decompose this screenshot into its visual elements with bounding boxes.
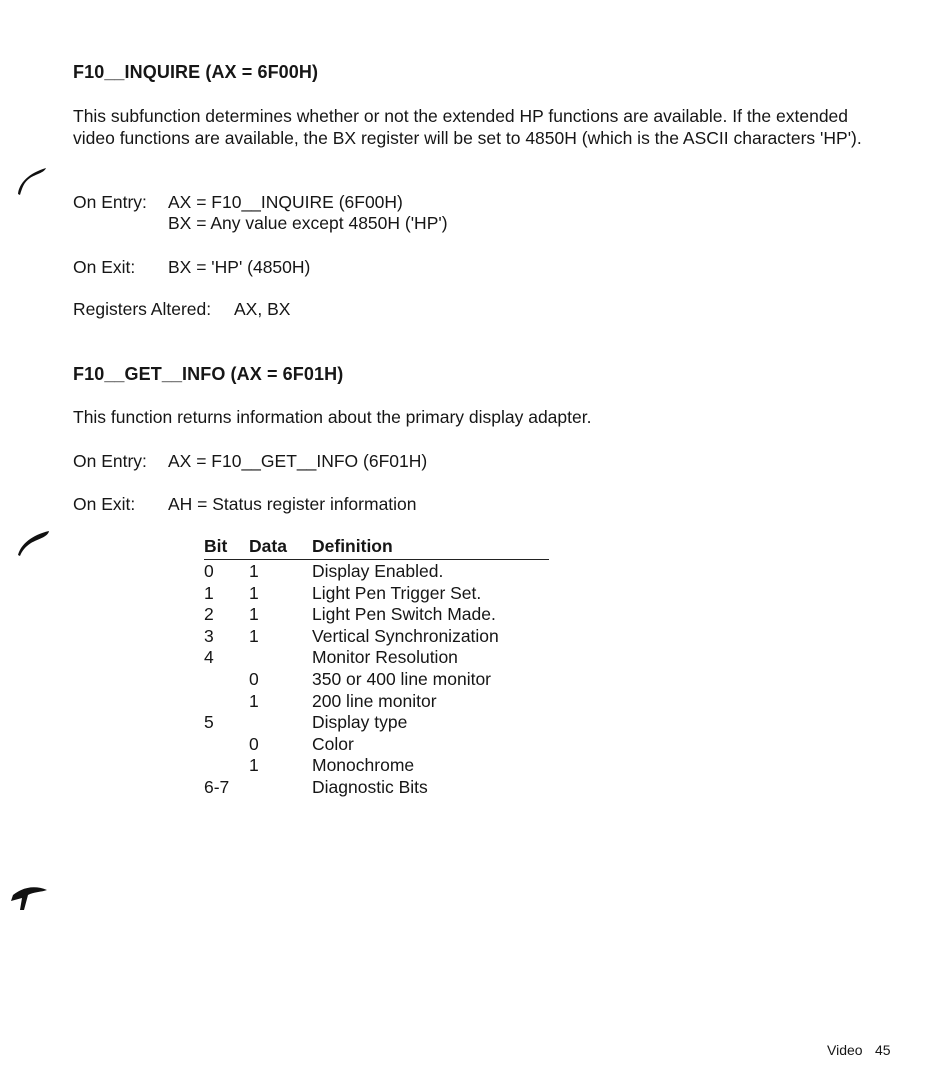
table-row <box>204 754 549 776</box>
on-entry-line: AX = F10__INQUIRE (6F00H) <box>168 192 403 212</box>
cell-definition: Monitor Resolution <box>312 647 458 668</box>
on-entry-line: AX = F10__GET__INFO (6F01H) <box>168 451 428 471</box>
registers-altered-value: AX, BX <box>234 299 291 319</box>
cell-definition: Monochrome <box>312 755 415 776</box>
cell-bit: 5 <box>204 712 214 733</box>
cell-data: 1 <box>249 604 259 625</box>
cell-data: 1 <box>249 755 259 776</box>
table-row <box>204 625 549 647</box>
section-heading-get-info: F10__GET__INFO (AX = 6F01H) <box>73 364 344 384</box>
section-description-inquire: This subfunction determines whether or not the extended HP functions are available. If the extended video functions are available, the BX register will be set to 4850H (which is the ASCII characters 'HP'). <box>73 106 862 148</box>
registers-altered-label: Registers Altered: <box>73 299 212 319</box>
on-exit-label: On Exit: <box>73 257 136 277</box>
cell-definition: Diagnostic Bits <box>312 776 428 797</box>
section-description-get-info: This function returns information about the primary display adapter. <box>73 407 592 427</box>
margin-mark-icon <box>14 164 48 198</box>
footer-section-name: Video <box>827 1042 863 1058</box>
cell-data: 1 <box>249 690 259 711</box>
footer-page-number: 45 <box>875 1042 891 1058</box>
table-row <box>204 776 549 798</box>
on-exit-label: On Exit: <box>73 494 136 514</box>
cell-bit: 0 <box>204 561 214 581</box>
margin-mark-icon <box>15 528 51 558</box>
cell-definition: 200 line monitor <box>312 690 437 711</box>
cell-bit: 6-7 <box>204 776 230 797</box>
header-bit: Bit <box>204 536 228 556</box>
section-heading-inquire: F10__INQUIRE (AX = 6F00H) <box>73 62 319 82</box>
status-register-table <box>204 534 549 798</box>
cell-bit: 4 <box>204 647 214 668</box>
cell-data: 0 <box>249 733 259 754</box>
cell-data: 1 <box>249 561 259 581</box>
table-row <box>204 646 549 668</box>
cell-bit: 1 <box>204 582 214 603</box>
cell-data: 0 <box>249 668 259 689</box>
on-exit-line: BX = 'HP' (4850H) <box>168 257 311 277</box>
cell-definition: Color <box>312 733 354 754</box>
cell-definition: Light Pen Switch Made. <box>312 604 496 625</box>
header-definition: Definition <box>312 536 393 556</box>
on-entry-label: On Entry: <box>73 451 147 471</box>
table-row <box>204 733 549 755</box>
cell-definition: 350 or 400 line monitor <box>312 668 491 689</box>
table-row <box>204 668 549 690</box>
on-entry-label: On Entry: <box>73 192 147 212</box>
margin-mark-icon <box>9 885 49 913</box>
table-row <box>204 560 549 582</box>
header-data: Data <box>249 536 287 556</box>
on-exit-line: AH = Status register information <box>168 494 417 514</box>
cell-bit: 2 <box>204 604 214 625</box>
cell-definition: Vertical Synchronization <box>312 625 499 646</box>
table-row <box>204 690 549 712</box>
cell-definition: Light Pen Trigger Set. <box>312 582 482 603</box>
cell-data: 1 <box>249 582 259 603</box>
table-row <box>204 603 549 625</box>
table-header <box>204 534 549 560</box>
cell-data: 1 <box>249 625 259 646</box>
table-row <box>204 711 549 733</box>
on-entry-line: BX = Any value except 4850H ('HP') <box>168 213 448 233</box>
cell-bit: 3 <box>204 625 214 646</box>
cell-definition: Display Enabled. <box>312 561 444 581</box>
table-row <box>204 582 549 604</box>
cell-definition: Display type <box>312 712 408 733</box>
